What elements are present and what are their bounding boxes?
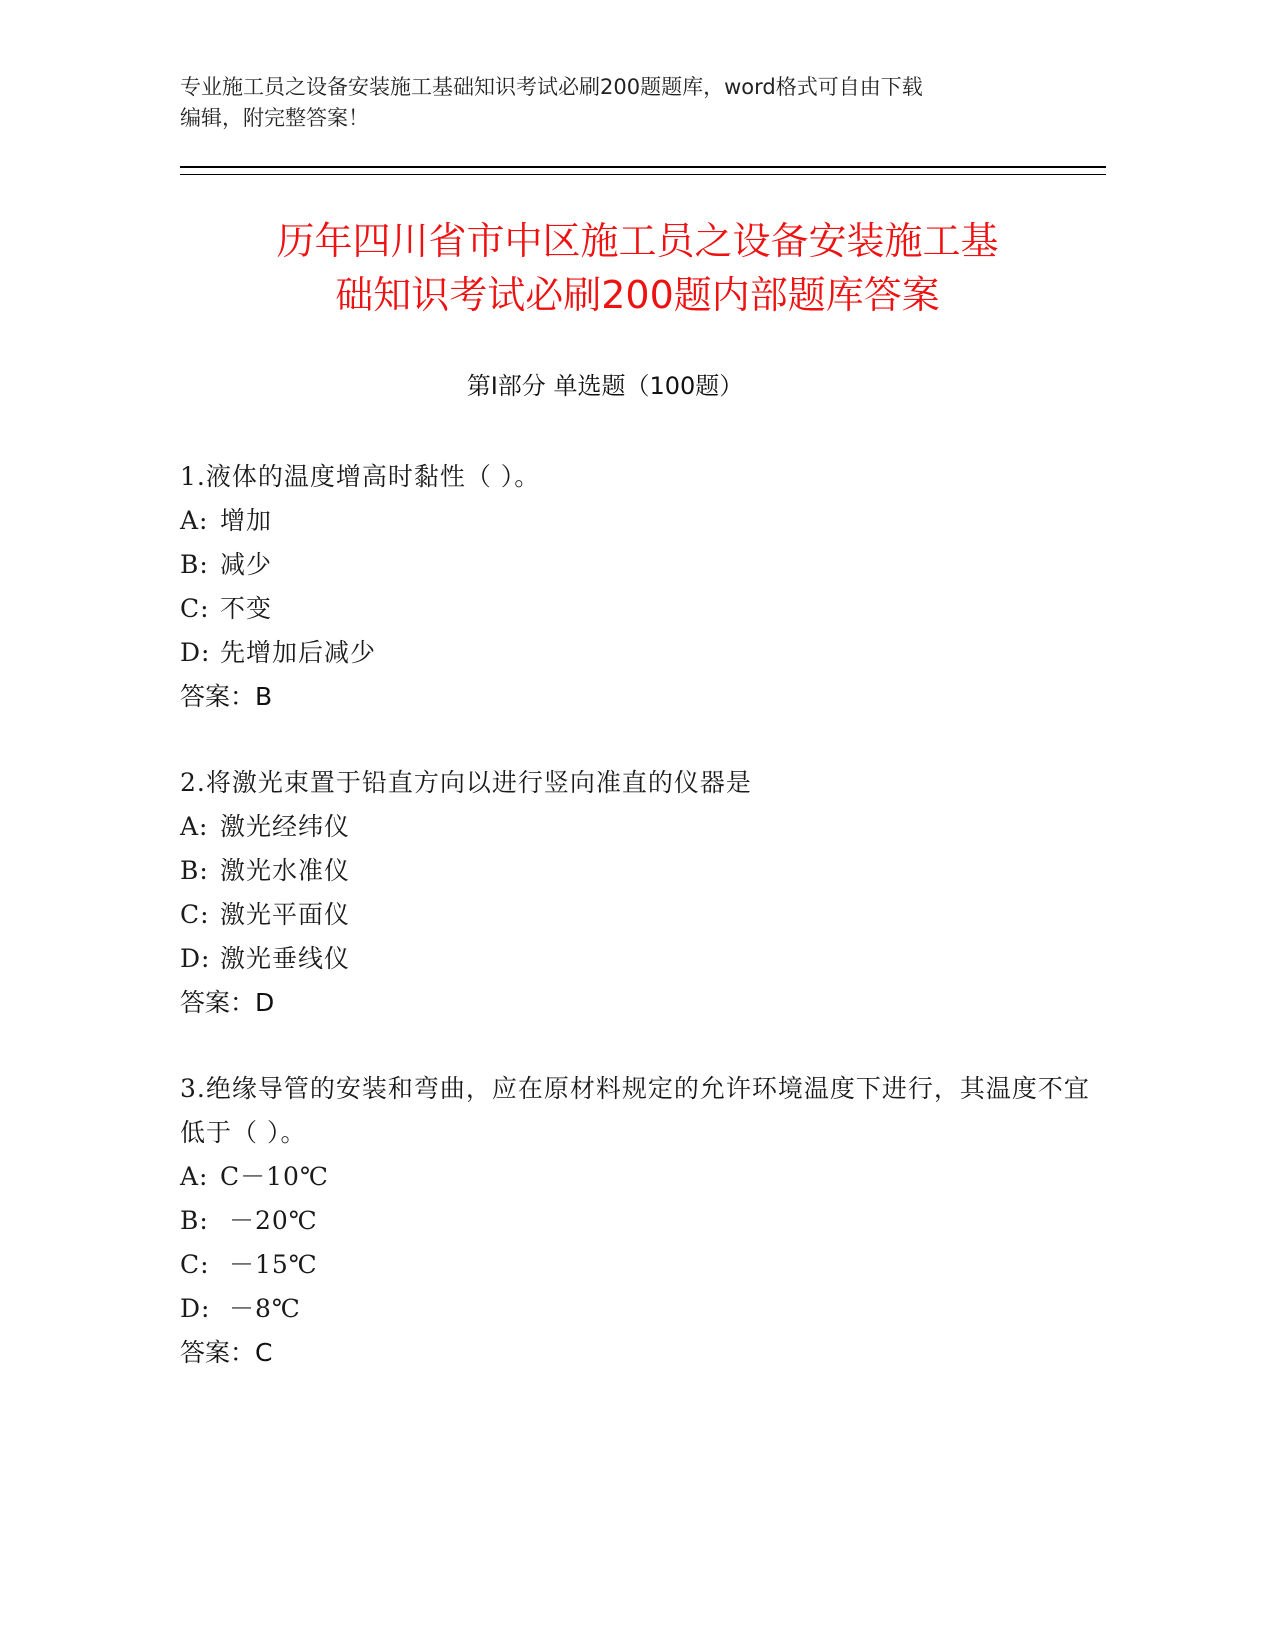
option-text: 增加	[220, 506, 273, 535]
option-letter: B:	[180, 856, 209, 885]
option-text: －15℃	[220, 1250, 318, 1279]
option-letter: A:	[180, 506, 209, 535]
header-note-line-2: 编辑，附完整答案！	[180, 106, 369, 130]
option-letter: C:	[180, 1250, 210, 1279]
option-text: 激光水准仪	[220, 856, 351, 885]
option-c	[180, 587, 1110, 631]
option-letter: C:	[180, 900, 210, 929]
answer-line: 答案：C	[180, 1338, 273, 1367]
header-divider-thin	[180, 174, 1106, 175]
option-letter: D:	[180, 1294, 211, 1323]
option-text: 激光垂线仪	[220, 944, 351, 973]
question-list	[180, 455, 1110, 1417]
option-d	[180, 1287, 1110, 1331]
answer-line: 答案：B	[180, 682, 273, 711]
option-text: 减少	[220, 550, 273, 579]
question-item	[180, 761, 1110, 1025]
section-heading: 第Ⅰ部分 单选题（100题）	[466, 372, 744, 400]
option-letter: D:	[180, 638, 211, 667]
option-letter: B:	[180, 550, 209, 579]
question-item	[180, 455, 1110, 719]
option-a	[180, 1155, 1110, 1199]
question-item	[180, 1067, 1110, 1375]
document-title	[120, 214, 1155, 322]
option-text: 激光经纬仪	[220, 812, 351, 841]
question-stem: 1.液体的温度增高时黏性（ ）。	[180, 462, 541, 491]
question-stem: 2.将激光束置于铅直方向以进行竖向准直的仪器是	[180, 768, 752, 797]
document-title-line-2: 础知识考试必刷200题内部题库答案	[335, 273, 940, 317]
option-text: 激光平面仪	[220, 900, 351, 929]
option-text: C－10℃	[220, 1162, 329, 1191]
option-d	[180, 631, 1110, 675]
option-a	[180, 805, 1110, 849]
option-c	[180, 893, 1110, 937]
option-text: 先增加后减少	[220, 638, 377, 667]
option-letter: B:	[180, 1206, 209, 1235]
option-a	[180, 499, 1110, 543]
option-b	[180, 543, 1110, 587]
option-d	[180, 937, 1110, 981]
header-note-line-1: 专业施工员之设备安装施工基础知识考试必刷200题题库，word格式可自由下载	[180, 75, 923, 99]
option-letter: C:	[180, 594, 210, 623]
option-letter: D:	[180, 944, 211, 973]
option-letter: A:	[180, 1162, 209, 1191]
option-b	[180, 1199, 1110, 1243]
option-letter: A:	[180, 812, 209, 841]
document-title-line-1: 历年四川省市中区施工员之设备安装施工基	[276, 219, 999, 263]
option-text: －8℃	[220, 1294, 301, 1323]
option-b	[180, 849, 1110, 893]
option-c	[180, 1243, 1110, 1287]
header-divider-thick	[180, 166, 1106, 168]
option-text: －20℃	[220, 1206, 318, 1235]
question-stem: 3.绝缘导管的安装和弯曲，应在原材料规定的允许环境温度下进行，其温度不宜低于（ ）。	[180, 1074, 1090, 1147]
answer-line: 答案：D	[180, 988, 275, 1017]
option-text: 不变	[220, 594, 273, 623]
document-header-note	[180, 72, 1080, 134]
